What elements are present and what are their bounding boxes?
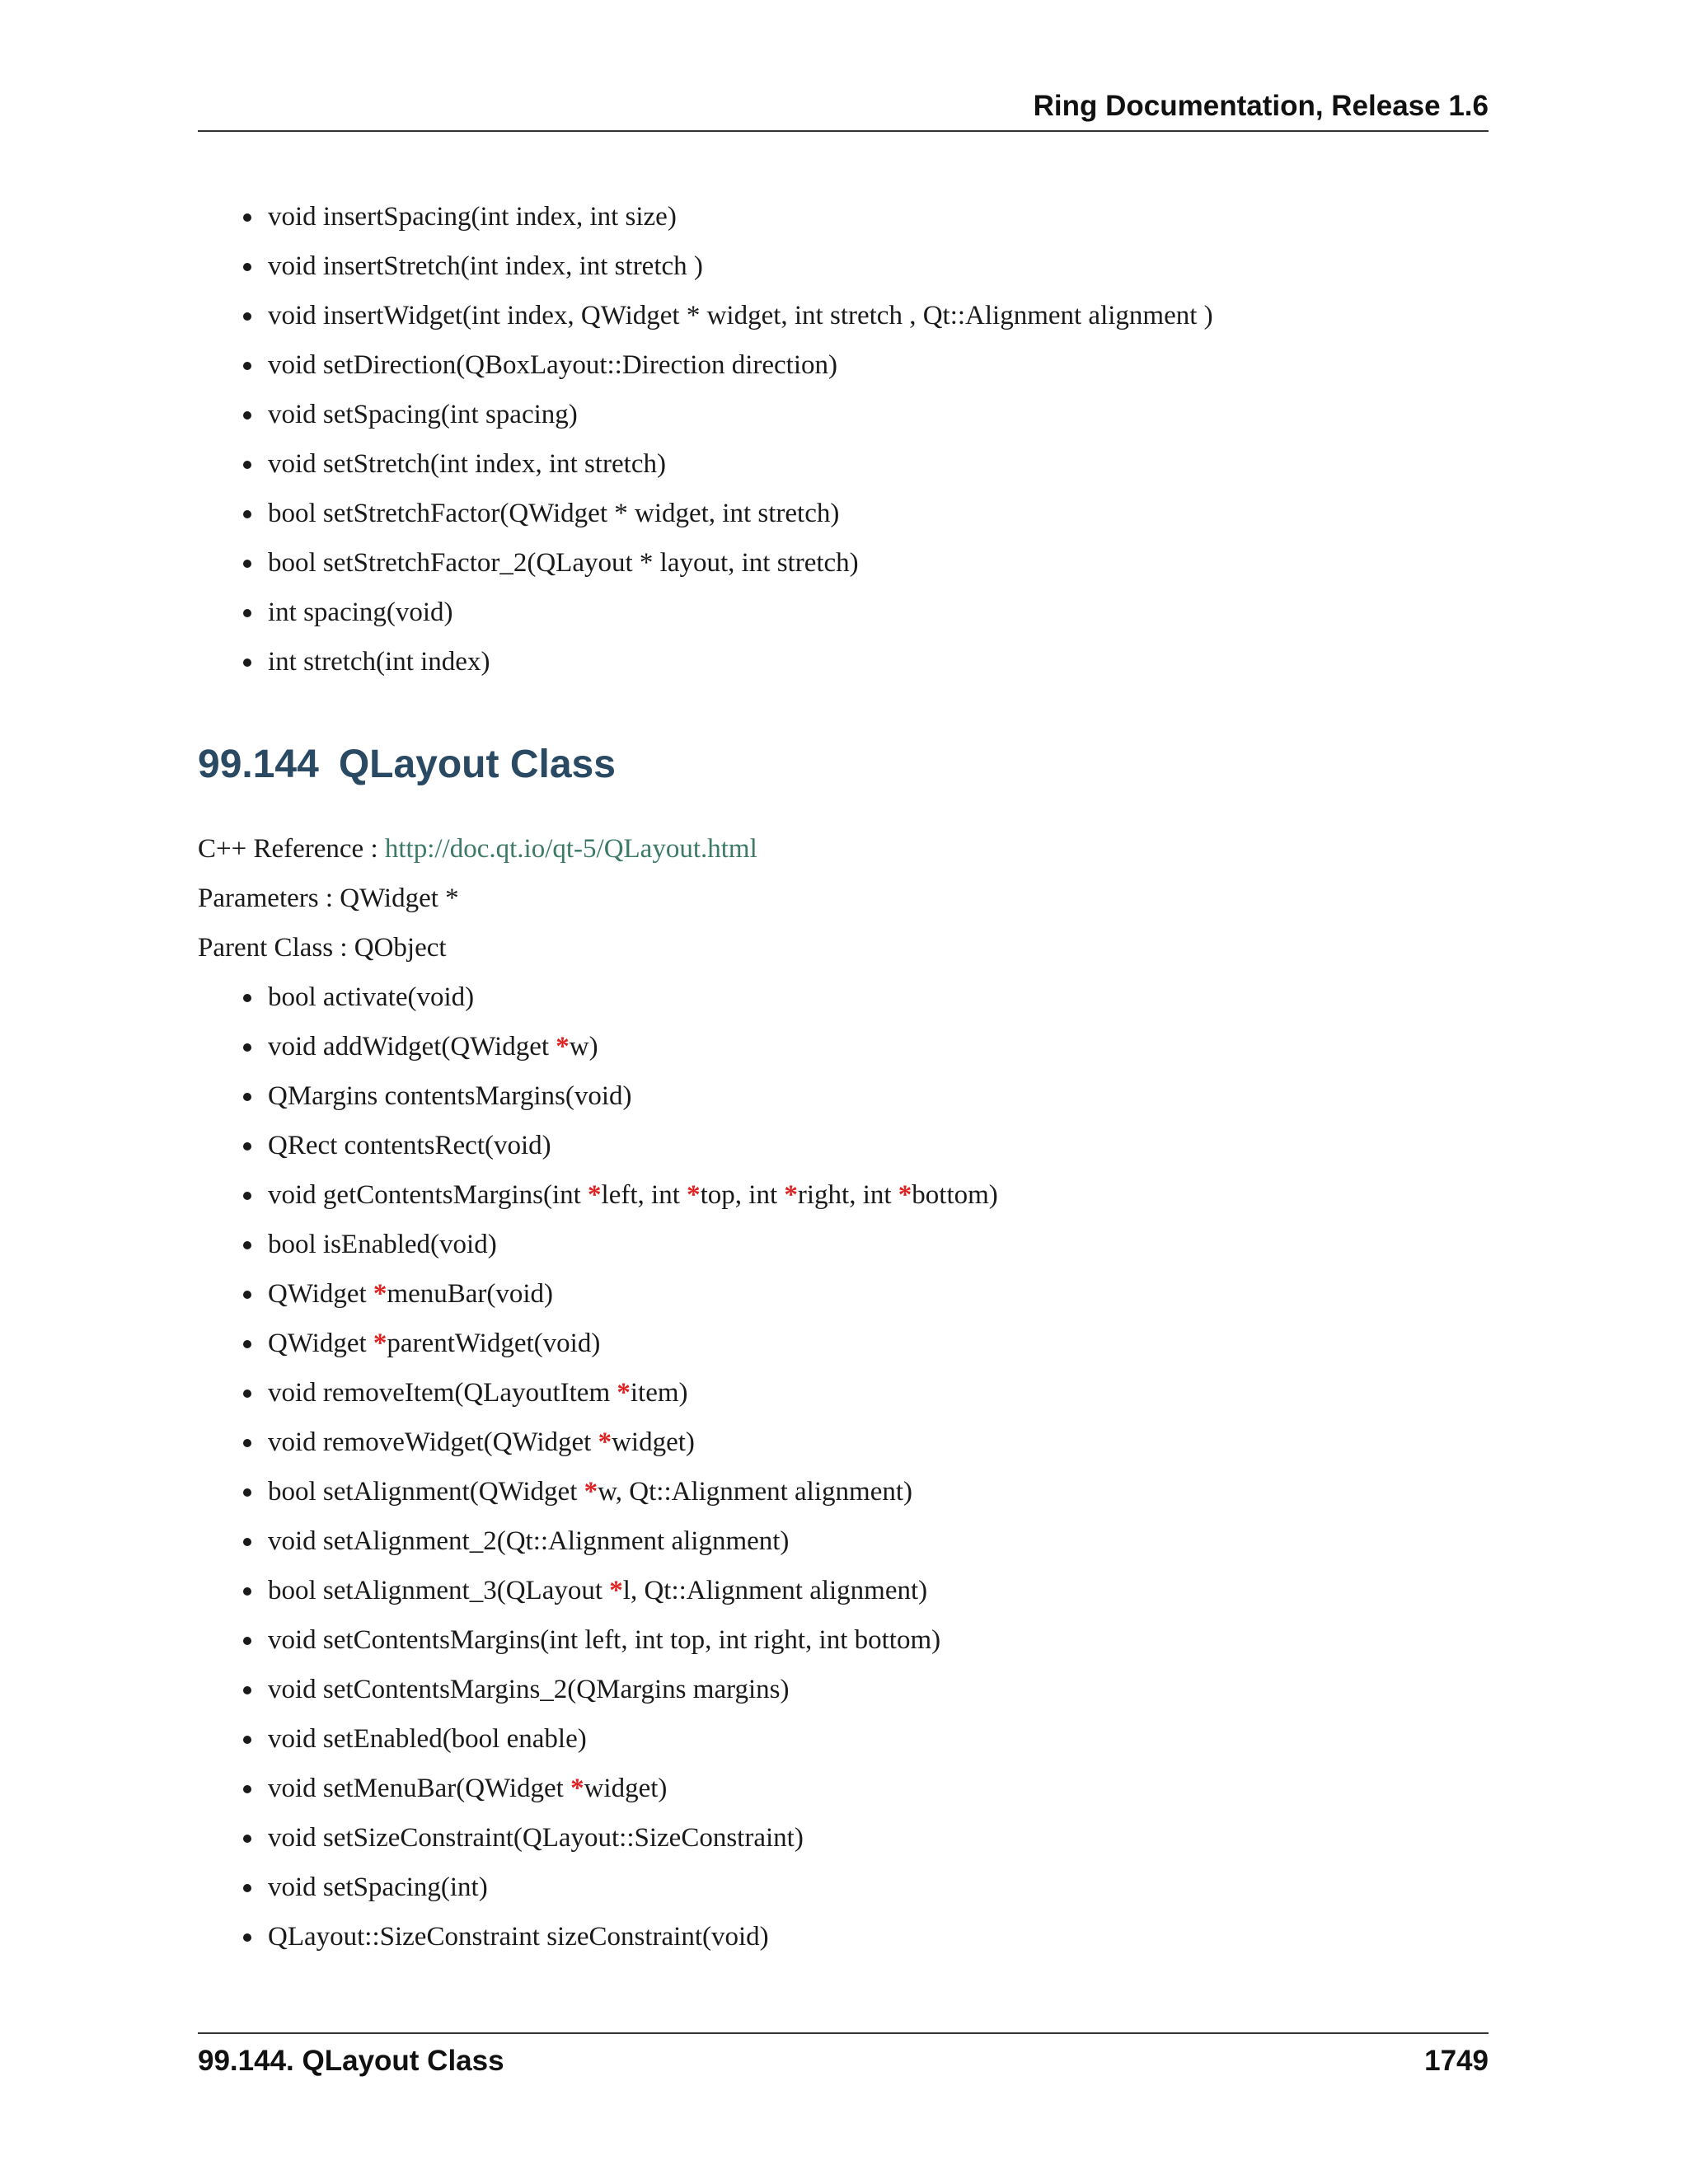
method-item (243, 1871, 998, 1920)
method-text: bool activate(void) (268, 982, 475, 1012)
pointer-star: * (588, 1180, 602, 1210)
pointer-star: * (598, 1427, 612, 1457)
method-list-qboxlayout (243, 200, 1213, 695)
method-item (243, 398, 1213, 448)
method-item (243, 546, 1213, 596)
method-text: void setStretch(int index, int stretch) (268, 449, 666, 479)
method-item (243, 1030, 998, 1080)
method-text: item) (630, 1378, 688, 1408)
method-text: bool setAlignment(QWidget (268, 1477, 584, 1507)
method-text: QRect contentsRect(void) (268, 1131, 551, 1160)
method-text: bool setStretchFactor(QWidget * widget, int stretch) (268, 499, 840, 528)
cpp-reference-line (198, 832, 757, 865)
method-text: bool setAlignment_3(QLayout (268, 1576, 610, 1605)
method-text: w, Qt::Alignment alignment) (598, 1477, 912, 1507)
method-text: l, Qt::Alignment alignment) (622, 1576, 928, 1605)
method-item (243, 1277, 998, 1327)
parameters-line: Parameters : QWidget * (198, 883, 459, 913)
method-text: void getContentsMargins(int (268, 1180, 588, 1210)
method-text: bottom) (912, 1180, 998, 1210)
method-item (243, 1673, 998, 1722)
method-text: int stretch(int index) (268, 647, 490, 677)
method-text: bool isEnabled(void) (268, 1230, 497, 1259)
pointer-star: * (584, 1477, 598, 1507)
section-number: 99.144 (198, 743, 319, 786)
method-item (243, 1525, 998, 1574)
method-item (243, 1376, 998, 1426)
method-text: int spacing(void) (268, 598, 453, 627)
method-text: void removeWidget(QWidget (268, 1427, 598, 1457)
method-text: right, int (797, 1180, 898, 1210)
parent-class-line: Parent Class : QObject (198, 933, 447, 963)
method-list-qlayout (243, 981, 998, 1970)
pointer-star: * (373, 1279, 387, 1309)
method-item (243, 1772, 998, 1821)
method-text: void insertSpacing(int index, int size) (268, 202, 677, 232)
section-title-text: QLayout Class (338, 743, 616, 786)
pointer-star: * (373, 1329, 387, 1358)
method-item (243, 349, 1213, 398)
cpp-reference-label: C++ Reference : (198, 834, 385, 864)
page-footer (198, 2032, 1489, 2080)
method-item (243, 1228, 998, 1277)
method-text: void setSpacing(int spacing) (268, 400, 578, 429)
method-text: void setEnabled(bool enable) (268, 1724, 587, 1754)
method-text: void setSizeConstraint(QLayout::SizeConstraint) (268, 1823, 804, 1853)
method-item (243, 1722, 998, 1772)
method-text: void setSpacing(int) (268, 1872, 488, 1902)
page-header (198, 92, 1489, 132)
method-item (243, 1821, 998, 1871)
method-text: void insertStretch(int index, int stretch ) (268, 251, 703, 281)
pointer-star: * (898, 1180, 912, 1210)
method-item (243, 596, 1213, 645)
pointer-star: * (617, 1378, 631, 1408)
method-item (243, 1327, 998, 1376)
method-text: top, int (700, 1180, 785, 1210)
method-item (243, 1179, 998, 1228)
method-text: widget) (584, 1774, 668, 1803)
method-item (243, 981, 998, 1030)
method-text: void setAlignment_2(Qt::Alignment alignment) (268, 1526, 790, 1556)
method-text: bool setStretchFactor_2(QLayout * layout, int stretch) (268, 548, 859, 578)
method-item (243, 1129, 998, 1179)
pointer-star: * (609, 1576, 623, 1605)
method-text: menuBar(void) (387, 1279, 554, 1309)
method-item (243, 448, 1213, 497)
section-heading (198, 740, 616, 790)
method-item (243, 1080, 998, 1129)
method-text: parentWidget(void) (387, 1329, 601, 1358)
pointer-star: * (570, 1774, 584, 1803)
cpp-reference-link[interactable]: http://doc.qt.io/qt-5/QLayout.html (384, 834, 757, 864)
method-item (243, 1920, 998, 1970)
method-text: void insertWidget(int index, QWidget * widget, int stretch , Qt::Alignment alignment ) (268, 301, 1213, 330)
method-text: left, int (601, 1180, 687, 1210)
method-item (243, 497, 1213, 546)
pointer-star: * (687, 1180, 701, 1210)
method-text: QLayout::SizeConstraint sizeConstraint(void) (268, 1922, 769, 1952)
method-item (243, 645, 1213, 695)
method-text: QWidget (268, 1279, 373, 1309)
method-item (243, 1475, 998, 1525)
method-item (243, 250, 1213, 299)
method-text: void setContentsMargins_2(QMargins margins) (268, 1675, 790, 1704)
method-text: void removeItem(QLayoutItem (268, 1378, 617, 1408)
method-item (243, 1574, 998, 1624)
method-text: QWidget (268, 1329, 373, 1358)
method-item (243, 200, 1213, 250)
method-text: void setMenuBar(QWidget (268, 1774, 571, 1803)
method-item (243, 1426, 998, 1475)
pointer-star: * (556, 1032, 570, 1062)
footer-section: 99.144. QLayout Class (198, 2045, 504, 2077)
pointer-star: * (784, 1180, 798, 1210)
method-text: widget) (612, 1427, 695, 1457)
document-title: Ring Documentation, Release 1.6 (1033, 90, 1489, 122)
page-number: 1749 (1424, 2045, 1489, 2077)
method-text: void setContentsMargins(int left, int top, int right, int bottom) (268, 1625, 941, 1655)
method-text: w) (569, 1032, 598, 1062)
method-item (243, 1624, 998, 1673)
method-text: void addWidget(QWidget (268, 1032, 556, 1062)
method-text: QMargins contentsMargins(void) (268, 1081, 632, 1111)
method-item (243, 299, 1213, 349)
method-text: void setDirection(QBoxLayout::Direction direction) (268, 350, 837, 380)
